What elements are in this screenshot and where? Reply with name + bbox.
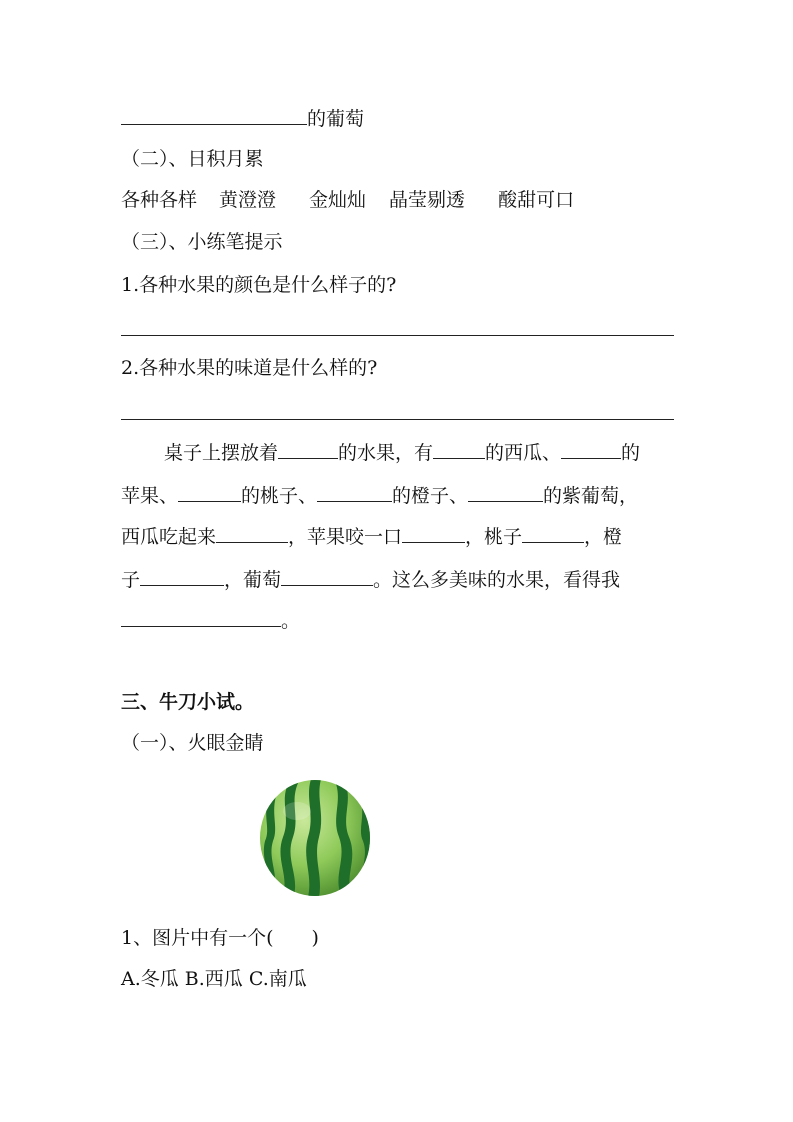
answer-blank[interactable] — [561, 438, 621, 459]
paragraph-line-5 — [121, 606, 300, 633]
answer-options: A.冬瓜 B.西瓜 C.南瓜 — [121, 968, 307, 990]
answer-blank[interactable] — [281, 565, 373, 586]
grape-line — [121, 104, 364, 131]
section-hints: （三）、小练笔提示 — [121, 231, 283, 253]
para-text: 子 — [121, 569, 141, 591]
paragraph-line-2 — [121, 481, 638, 508]
para-text: 的桃子、 — [241, 485, 318, 507]
answer-blank[interactable] — [468, 481, 543, 502]
para-text: 的 — [621, 442, 641, 464]
para-text: 的紫葡萄， — [543, 485, 639, 507]
answer-blank[interactable] — [278, 438, 338, 459]
para-text: ，葡萄 — [224, 569, 282, 591]
para-text: 桌子上摆放着 — [164, 442, 279, 464]
para-text: ，桃子 — [465, 526, 523, 548]
answer-blank[interactable] — [317, 481, 392, 502]
para-text: ，苹果咬一口 — [288, 526, 403, 548]
answer-blank[interactable] — [178, 481, 241, 502]
answer-line[interactable] — [121, 419, 674, 420]
section-accumulate: （二）、日积月累 — [121, 148, 264, 170]
question-color: 1.各种水果的颜色是什么样子的? — [121, 274, 397, 296]
paragraph-line-3 — [121, 522, 622, 549]
word-bank — [121, 188, 574, 212]
word-item: 各种各样 — [121, 189, 198, 211]
word-item: 酸甜可口 — [498, 189, 575, 211]
answer-blank[interactable] — [402, 522, 465, 543]
answer-blank[interactable] — [433, 438, 485, 459]
para-text: 。 — [281, 610, 301, 632]
answer-blank[interactable] — [121, 104, 307, 125]
watermelon-image — [259, 779, 371, 897]
para-text: 的橙子、 — [392, 485, 469, 507]
question-taste: 2.各种水果的味道是什么样的? — [121, 357, 378, 379]
para-text: 。这么多美味的水果，看得我 — [373, 569, 621, 591]
grape-suffix: 的葡萄 — [307, 108, 365, 130]
answer-line[interactable] — [121, 335, 674, 336]
answer-blank[interactable] — [121, 606, 281, 627]
para-text: 的西瓜、 — [485, 442, 562, 464]
paragraph-line-4 — [121, 565, 620, 592]
answer-blank[interactable] — [140, 565, 224, 586]
answer-blank[interactable] — [522, 522, 584, 543]
answer-blank[interactable] — [216, 522, 288, 543]
section-heading: 三、牛刀小试。 — [121, 691, 255, 713]
question-picture: 1、图片中有一个( ) — [121, 927, 319, 949]
para-text: 西瓜吃起来 — [121, 526, 217, 548]
para-text: 的水果，有 — [338, 442, 434, 464]
word-item: 金灿灿 — [309, 189, 367, 211]
word-item: 晶莹剔透 — [389, 189, 466, 211]
section-eyes: （一）、火眼金睛 — [121, 732, 264, 754]
para-text: ，橙 — [584, 526, 623, 548]
para-text: 苹果、 — [121, 485, 179, 507]
word-item: 黄澄澄 — [219, 189, 277, 211]
paragraph-line-1 — [164, 438, 640, 465]
